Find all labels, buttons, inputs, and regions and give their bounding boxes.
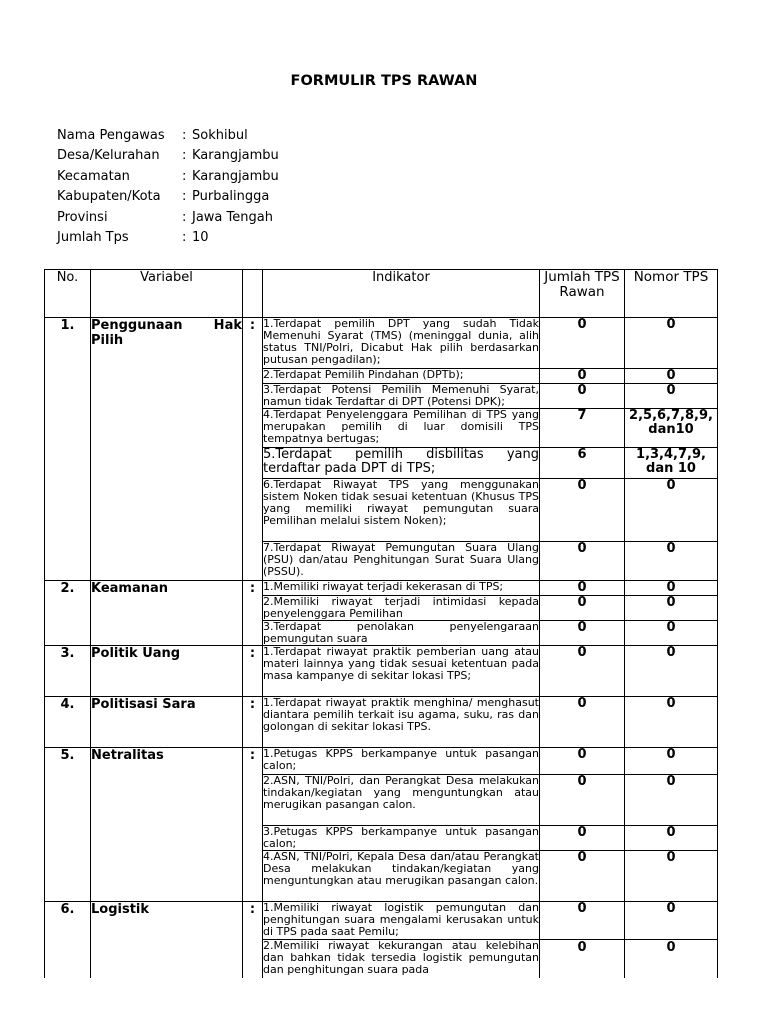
- header-colon-spacer: [243, 270, 263, 318]
- variabel-cell: Politisasi Sara: [91, 697, 243, 748]
- info-value: Karangjambu: [192, 168, 279, 184]
- row-number: 4.: [45, 697, 91, 748]
- jumlah-cell: 0: [540, 826, 625, 851]
- info-separator: :: [182, 189, 187, 205]
- indikator-cell: 1.Terdapat riwayat praktik pemberian uang atau materi lainnya yang tidak sesuai ketentuan pada masa kampanye di sekitar lokasi TPS;: [263, 646, 540, 697]
- indikator-cell: 1.Terdapat pemilih DPT yang sudah Tidak Memenuhi Syarat (TMS) (meninggal dunia, alih status TNI/Polri, Dicabut Hak pilih berdasarkan putusan pengadilan);: [263, 318, 540, 369]
- header-nomor: Nomor TPS: [625, 270, 718, 318]
- nomor-cell: 0: [625, 940, 718, 978]
- info-value: Sokhibul: [192, 128, 248, 143]
- indikator-cell: 3.Petugas KPPS berkampanye untuk pasangan calon;: [263, 825, 539, 850]
- nomor-cell: 0: [625, 851, 718, 902]
- table-header-row: [45, 270, 718, 318]
- header-indikator: Indikator: [263, 270, 540, 318]
- colon-cell: :: [243, 646, 263, 697]
- info-separator: :: [182, 209, 187, 225]
- indikator-cell: 1.Petugas KPPS berkampanye untuk pasangan calon;: [263, 748, 540, 775]
- jumlah-cell: 0: [540, 775, 625, 826]
- nomor-cell: 1,3,4,7,9, dan 10: [625, 448, 718, 479]
- info-label: Desa/Kelurahan: [57, 148, 160, 164]
- info-separator: :: [182, 148, 187, 164]
- tps-rawan-table: [44, 269, 718, 978]
- info-value: Karangjambu: [192, 148, 279, 164]
- info-row-kecamatan: [57, 167, 279, 187]
- variabel-cell: Netralitas: [91, 748, 243, 902]
- colon-cell: :: [243, 902, 263, 978]
- nomor-cell: 0: [625, 621, 718, 646]
- jumlah-cell: 0: [540, 384, 625, 409]
- nomor-cell: 0: [625, 646, 718, 697]
- jumlah-cell: 0: [540, 697, 625, 748]
- nomor-cell: 0: [625, 318, 718, 369]
- jumlah-cell: 0: [540, 902, 625, 940]
- nomor-cell: 0: [625, 775, 718, 826]
- jumlah-cell: 0: [540, 581, 625, 596]
- info-block: [57, 126, 279, 248]
- jumlah-cell: 0: [540, 940, 625, 978]
- jumlah-cell: 0: [540, 596, 625, 621]
- info-value: 10: [192, 229, 209, 245]
- info-value: Jawa Tengah: [192, 209, 273, 225]
- jumlah-cell: 0: [540, 646, 625, 697]
- indikator-cell: 2.ASN, TNI/Polri, dan Perangkat Desa melakukan tindakan/kegiatan yang menguntungkan atau merugikan pasangan calon.: [263, 775, 540, 826]
- jumlah-cell: 0: [540, 851, 625, 902]
- variabel-cell: Keamanan: [91, 581, 243, 646]
- indikator-cell: 5.Terdapat pemilih disbilitas yang terdaftar pada DPT di TPS;: [263, 448, 540, 479]
- info-row-nama-pengawas: [57, 126, 279, 146]
- variabel-cell: Logistik: [91, 902, 243, 978]
- indikator-cell: 2.Terdapat Pemilih Pindahan (DPTb);: [263, 369, 540, 384]
- indikator-cell: 2.Memiliki riwayat terjadi intimidasi kepada penyelenggara Pemilihan: [263, 595, 539, 620]
- nomor-cell: 0: [625, 697, 718, 748]
- variabel-cell: Politik Uang: [91, 646, 243, 697]
- nomor-cell: 0: [625, 369, 718, 384]
- indikator-cell: 1.Memiliki riwayat terjadi kekerasan di TPS;: [263, 581, 540, 596]
- indikator-cell: 4.ASN, TNI/Polri, Kepala Desa dan/atau Perangkat Desa melakukan tindakan/kegiatan yang menguntungkan atau merugikan pasangan calon.: [263, 851, 540, 902]
- table-row: [45, 748, 718, 775]
- jumlah-cell: 0: [540, 369, 625, 384]
- header-variabel: Variabel: [91, 270, 243, 318]
- indikator-cell: 1.Terdapat riwayat praktik menghina/ menghasut diantara pemilih terkait isu agama, suku, ras dan golongan di sekitar lokasi TPS.: [263, 697, 540, 748]
- jumlah-cell: 6: [540, 448, 625, 479]
- nomor-cell: 0: [625, 581, 718, 596]
- indikator-cell: 3.Terdapat penolakan penyelengaraan pemungutan suara: [263, 620, 539, 645]
- header-jumlah: Jumlah TPS Rawan: [540, 270, 625, 318]
- nomor-cell: 0: [625, 479, 718, 542]
- jumlah-cell: 0: [540, 479, 625, 542]
- jumlah-cell: 0: [540, 318, 625, 369]
- indikator-cell: 7.Terdapat Riwayat Pemungutan Suara Ulang (PSU) dan/atau Penghitungan Surat Suara Ulang (PSSU).: [263, 542, 540, 581]
- info-row-provinsi: [57, 208, 279, 228]
- table-row: [45, 581, 718, 596]
- colon-cell: :: [243, 581, 263, 646]
- info-separator: :: [182, 128, 187, 143]
- info-label: Jumlah Tps: [57, 229, 129, 245]
- colon-cell: :: [243, 697, 263, 748]
- table-row: [45, 902, 718, 940]
- info-label: Kecamatan: [57, 168, 130, 184]
- info-label: Provinsi: [57, 209, 108, 225]
- row-number: 5.: [45, 748, 91, 902]
- indikator-cell: 4.Terdapat Penyelenggara Pemilihan di TPS yang merupakan pemilih di luar domisili TPS tempatnya bertugas;: [263, 409, 540, 448]
- info-row-kabupaten: [57, 187, 279, 207]
- indikator-cell: 6.Terdapat Riwayat TPS yang menggunakan sistem Noken tidak sesuai ketentuan (Khusus TPS yang memiliki riwayat pemungutan suara Pemilihan melalui sistem Noken);: [263, 479, 540, 542]
- jumlah-cell: 7: [540, 409, 625, 448]
- header-no: No.: [45, 270, 91, 318]
- nomor-cell: 0: [625, 902, 718, 940]
- form-title: FORMULIR TPS RAWAN: [290, 73, 478, 89]
- info-label: Nama Pengawas: [57, 128, 165, 143]
- info-separator: :: [182, 229, 187, 245]
- nomor-cell: 0: [625, 826, 718, 851]
- nomor-cell: 0: [625, 384, 718, 409]
- colon-cell: :: [243, 748, 263, 902]
- info-row-desa: [57, 146, 279, 166]
- indikator-cell: 1.Memiliki riwayat logistik pemungutan dan penghitungan suara mengalami kerusakan untuk di TPS pada saat Pemilu;: [263, 901, 539, 938]
- nomor-cell: 0: [625, 542, 718, 581]
- nomor-cell: 0: [625, 596, 718, 621]
- indikator-cell: 3.Terdapat Potensi Pemilih Memenuhi Syarat, namun tidak Terdaftar di DPT (Potensi DPK);: [263, 383, 539, 408]
- nomor-cell: 0: [625, 748, 718, 775]
- table-row: [45, 646, 718, 697]
- indikator-cell: [263, 940, 540, 978]
- table-row: [45, 697, 718, 748]
- colon-cell: :: [243, 318, 263, 581]
- row-number: 1.: [45, 318, 91, 581]
- info-row-jumlah-tps: [57, 228, 279, 248]
- jumlah-cell: 0: [540, 621, 625, 646]
- jumlah-cell: 0: [540, 748, 625, 775]
- row-number: 2.: [45, 581, 91, 646]
- info-separator: :: [182, 168, 187, 184]
- info-value: Purbalingga: [192, 189, 270, 205]
- variabel-cell: Penggunaan Hak Pilih: [91, 318, 243, 581]
- indikator-text: 2.Memiliki riwayat kekurangan atau kelebihan dan bahkan tidak tersedia logistik pemungutan dan penghitungan suara pada: [263, 940, 539, 976]
- nomor-cell: 2,5,6,7,8,9, dan10: [625, 409, 718, 448]
- info-label: Kabupaten/Kota: [57, 189, 161, 205]
- row-number: 3.: [45, 646, 91, 697]
- row-number: 6.: [45, 902, 91, 978]
- table-row: [45, 318, 718, 369]
- jumlah-cell: 0: [540, 542, 625, 581]
